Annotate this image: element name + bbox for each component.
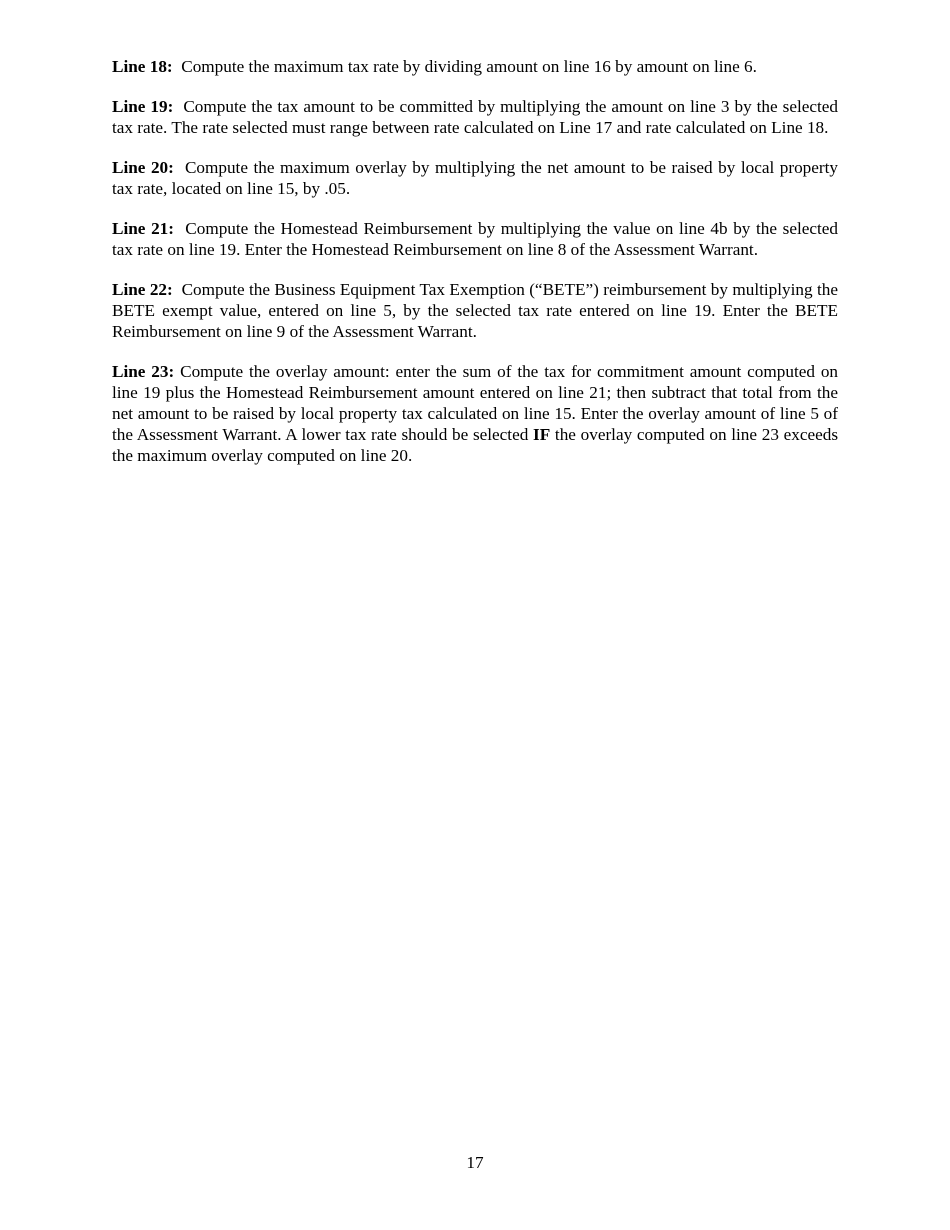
paragraph-label: Line 21: [112, 219, 174, 238]
paragraph-text-before: Compute the overlay amount: enter the sum of the tax for commitment amount computed on line 19 plus the Homestead Reimbursement amount entered on line 21; then subtract that total from the net amount to be raised by local property tax calculated on line 15. Enter the overlay amount of line 5 of the Assessment Warrant. A lower tax rate should be selected [112, 362, 839, 444]
paragraph-text: Compute the tax amount to be committed by multiplying the amount on line 3 by the selected tax rate. The rate selected must range between rate calculated on Line 17 and rate calculated on Line 18. [112, 97, 838, 137]
paragraph-text: Compute the Homestead Reimbursement by multiplying the value on line 4b by the selected tax rate on line 19. Enter the Homestead Reimbursement on line 8 of the Assessment Warrant. [112, 219, 839, 259]
paragraph-text: Compute the maximum overlay by multiplying the net amount to be raised by local property tax rate, located on line 15, by .05. [112, 158, 838, 198]
paragraph-line-18 [112, 56, 838, 77]
paragraph-line-23 [112, 361, 838, 466]
paragraph-label: Line 23: [112, 362, 175, 381]
paragraph-label: Line 19: [112, 97, 174, 116]
page-number: 17 [466, 1153, 484, 1172]
paragraph-emphasis: IF [533, 425, 551, 444]
paragraph-line-22 [112, 279, 838, 342]
paragraph-line-19 [112, 96, 838, 138]
paragraph-label: Line 18: [112, 57, 173, 76]
paragraph-label: Line 20: [112, 158, 174, 177]
paragraph-line-20 [112, 157, 838, 199]
paragraph-text-after: the overlay computed on line 23 exceeds the maximum overlay computed on line 20. [112, 425, 839, 465]
paragraph-line-21 [112, 218, 838, 260]
paragraph-label: Line 22: [112, 280, 173, 299]
paragraph-text: Compute the maximum tax rate by dividing amount on line 16 by amount on line 6. [181, 57, 757, 76]
paragraph-text: Compute the Business Equipment Tax Exemption (“BETE”) reimbursement by multiplying the BETE exempt value, entered on line 5, by the selected tax rate entered on line 19. Enter the BETE Reimbursement on line 9 of the Assessment Warrant. [112, 280, 838, 341]
document-body [112, 56, 838, 485]
